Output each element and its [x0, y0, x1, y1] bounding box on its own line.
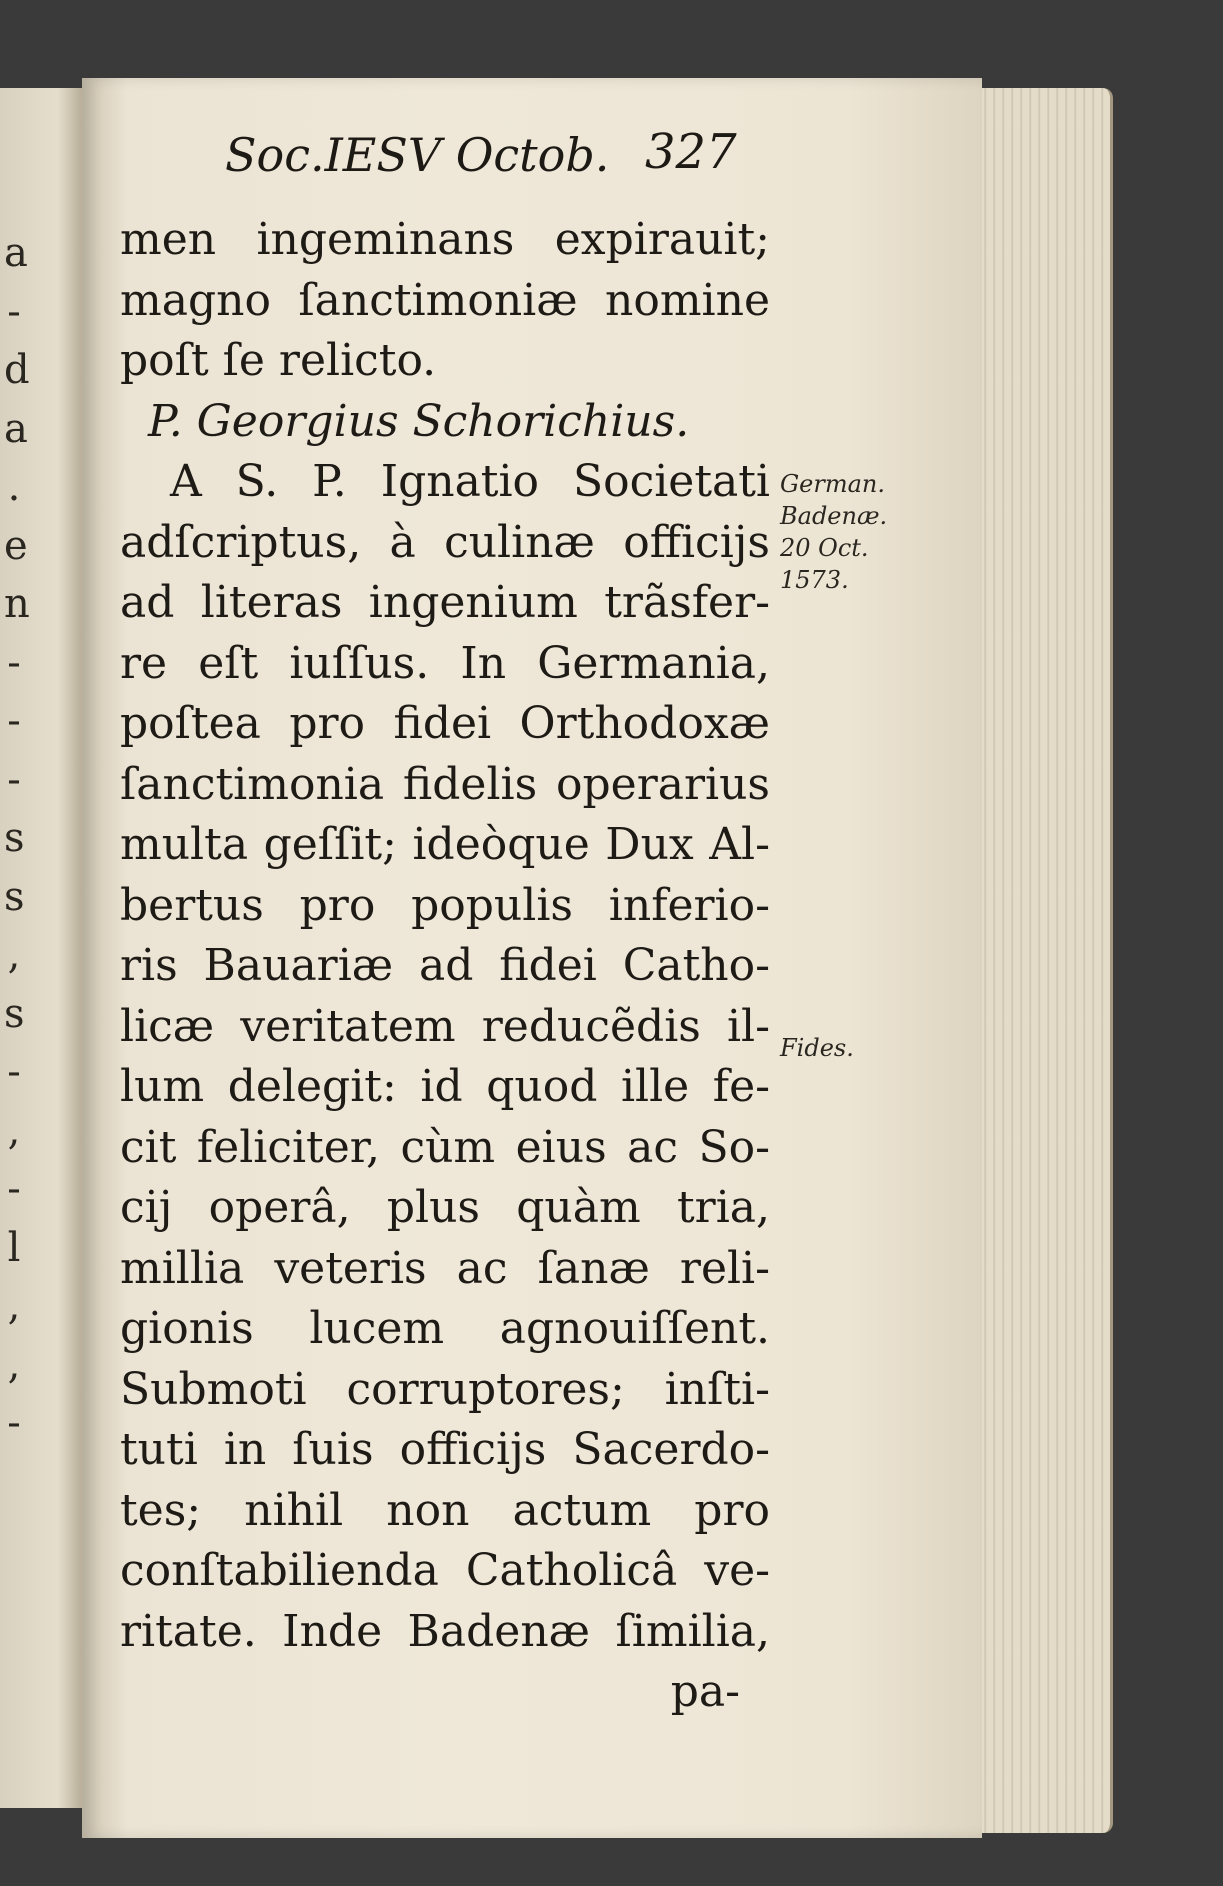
- running-head: Soc.IESV Octob.: [225, 128, 610, 182]
- text-line: re eſt iuſſus. In Germania,: [120, 637, 770, 689]
- text-line: adſcriptus, à culinæ officijs: [120, 516, 770, 568]
- body-text: [120, 210, 770, 1723]
- text-line: gionis lucem agnouiſſent.: [120, 1303, 770, 1354]
- text-line: poſtea pro fidei Orthodoxæ: [120, 698, 770, 749]
- left-edge-char: ,: [7, 1341, 21, 1388]
- text-line: men ingeminans expirauit;: [120, 214, 770, 265]
- left-page-edge: [0, 88, 84, 1808]
- left-edge-char: e: [4, 522, 28, 569]
- catchword: pa-: [670, 1666, 740, 1717]
- left-edge-char: ,: [7, 1107, 21, 1154]
- text-line: bertus pro populis inferio-: [120, 879, 770, 931]
- margin-note-line: 1573.: [780, 566, 849, 594]
- text-line: cit feliciter, cùm eius ac So-: [120, 1121, 770, 1173]
- text-line: magno ſanctimoniæ nomine: [120, 274, 770, 326]
- left-edge-char: ,: [7, 932, 21, 978]
- page-block-edges: [978, 88, 1113, 1833]
- left-edge-char: -: [7, 1049, 21, 1095]
- text-line: ris Bauariæ ad fidei Catho-: [120, 940, 770, 991]
- left-edge-char: -: [7, 288, 21, 335]
- margin-note-line: German.: [780, 470, 885, 498]
- text-line: ſanctimonia fidelis operarius: [120, 758, 770, 810]
- left-edge-char: n: [4, 581, 30, 627]
- text-line: A S. P. Ignatio Societati: [170, 456, 770, 507]
- text-line: cij operâ, plus quàm tria,: [120, 1182, 770, 1233]
- left-edge-char: -: [7, 639, 21, 686]
- margin-note-fides: [780, 1032, 854, 1064]
- text-line: poſt ſe relicto.: [120, 335, 437, 386]
- left-edge-char: s: [4, 873, 25, 920]
- left-edge-char: d: [4, 347, 30, 393]
- left-edge-char: a: [4, 405, 28, 452]
- left-edge-char: ,: [7, 1283, 21, 1329]
- text-line: conſtabilienda Catholicâ ve-: [120, 1545, 770, 1596]
- text-line: tuti in ſuis officijs Sacerdo-: [120, 1424, 770, 1475]
- text-line: ad literas ingenium trãsfer-: [120, 577, 770, 628]
- margin-note-german: [780, 468, 887, 596]
- text-line: licæ veritatem reducẽdis il-: [120, 1000, 770, 1052]
- margin-note-line: Badenæ.: [780, 502, 888, 530]
- left-edge-char: s: [4, 990, 25, 1037]
- left-edge-char: a: [4, 230, 28, 276]
- text-line: lum delegit: id quod ille fe-: [120, 1061, 770, 1112]
- text-line: multa geſſit; ideòque Dux Al-: [120, 819, 770, 870]
- left-edge-char: -: [7, 756, 21, 803]
- left-edge-char: -: [7, 698, 21, 744]
- text-line: ritate. Inde Badenæ ſimilia,: [120, 1605, 770, 1657]
- left-edge-char: .: [7, 464, 21, 510]
- text-line: Submoti corruptores; inſti-: [120, 1363, 770, 1415]
- margin-note-line: Fides.: [780, 1034, 854, 1062]
- left-edge-char: -: [7, 1166, 21, 1212]
- text-line: millia veteris ac ſanæ reli-: [120, 1242, 770, 1294]
- left-edge-char: l: [7, 1224, 21, 1271]
- page-number: 327: [645, 124, 737, 180]
- margin-note-line: 20 Oct.: [780, 534, 869, 562]
- text-line: tes; nihil non actum pro: [120, 1484, 770, 1536]
- left-edge-char: -: [7, 1400, 21, 1446]
- section-heading: P. Georgius Schorichius.: [148, 395, 690, 447]
- left-edge-char: s: [4, 815, 25, 861]
